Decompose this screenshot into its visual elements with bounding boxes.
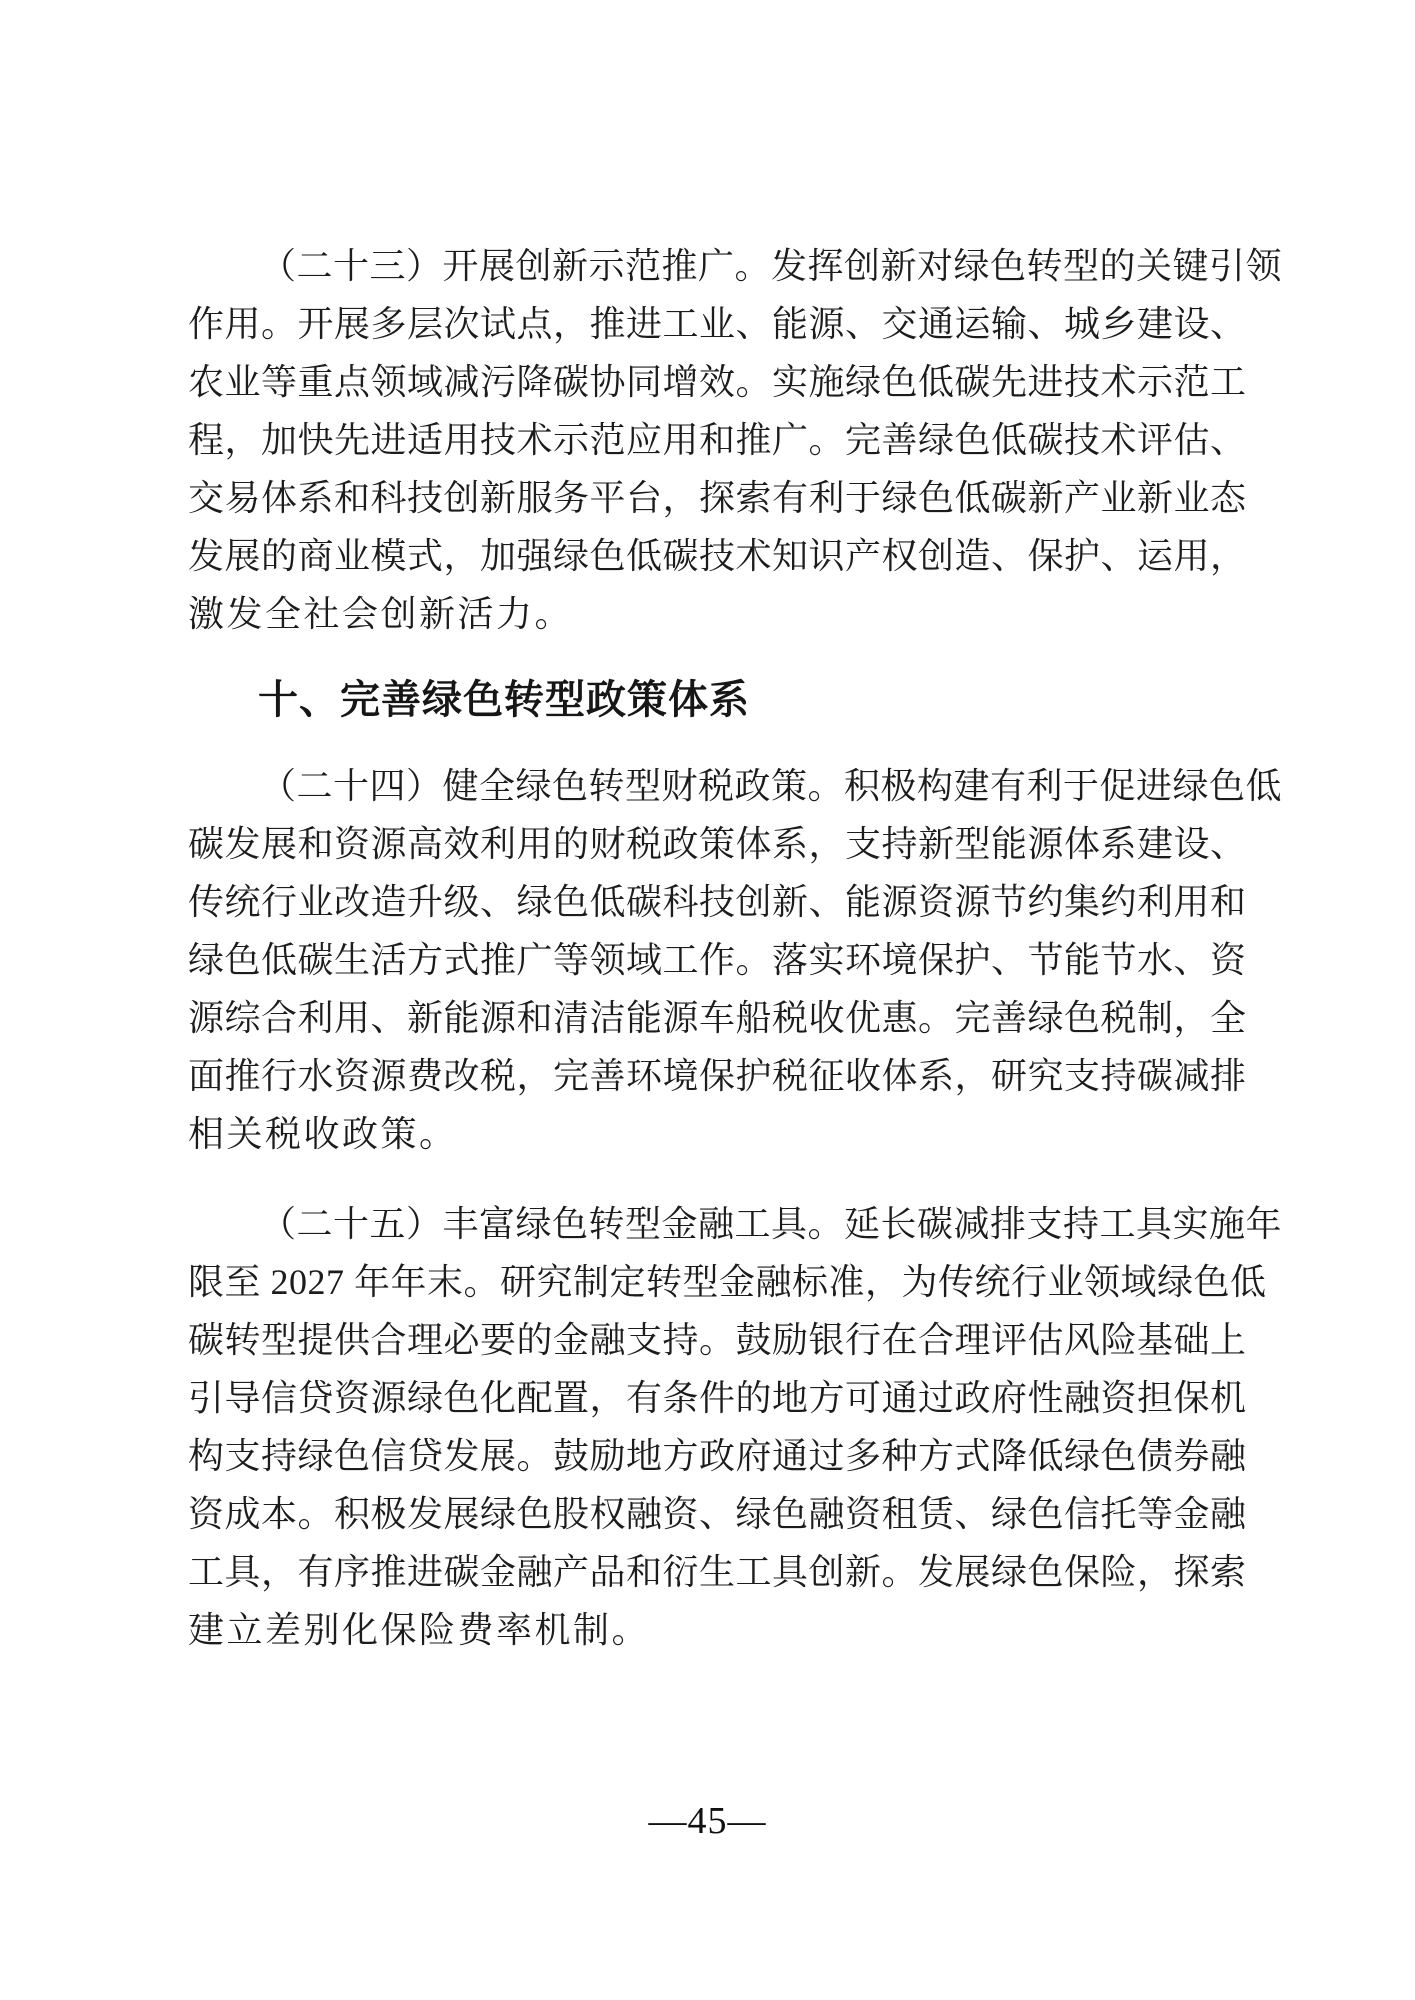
text-line: 交易体系和科技创新服务平台，探索有利于绿色低碳新产业新业态 <box>188 478 1247 518</box>
text-line: 激发全社会创新活力。 <box>188 594 574 634</box>
paragraph-24 <box>188 757 1283 1163</box>
text-line: （二十三）开展创新示范推广。发挥创新对绿色转型的关键引领 <box>260 246 1283 286</box>
document-body <box>188 237 1283 1659</box>
text-line: 限至 2027 年年末。研究制定转型金融标准，为传统行业领域绿色低 <box>188 1262 1267 1302</box>
text-line: 农业等重点领域减污降碳协同增效。实施绿色低碳先进技术示范工 <box>188 362 1247 402</box>
section-heading-10: 十、完善绿色转型政策体系 <box>258 678 750 722</box>
text-line: 面推行水资源费改税，完善环境保护税征收体系，研究支持碳减排 <box>188 1056 1247 1096</box>
paragraph-23 <box>188 237 1283 643</box>
text-line: 相关税收政策。 <box>188 1114 458 1154</box>
text-line: 程，加快先进适用技术示范应用和推广。完善绿色低碳技术评估、 <box>188 420 1247 460</box>
paragraph-25 <box>188 1195 1283 1659</box>
text-line: 工具，有序推进碳金融产品和衍生工具创新。发展绿色保险，探索 <box>188 1552 1247 1592</box>
page-number: —45— <box>648 1800 767 1842</box>
text-line: 作用。开展多层次试点，推进工业、能源、交通运输、城乡建设、 <box>188 304 1247 344</box>
text-line: 碳发展和资源高效利用的财税政策体系，支持新型能源体系建设、 <box>188 824 1247 864</box>
text-line: 发展的商业模式，加强绿色低碳技术知识产权创造、保护、运用， <box>188 536 1247 576</box>
text-line: 资成本。积极发展绿色股权融资、绿色融资租赁、绿色信托等金融 <box>188 1494 1247 1534</box>
text-line: （二十五）丰富绿色转型金融工具。延长碳减排支持工具实施年 <box>260 1204 1283 1244</box>
text-line: 引导信贷资源绿色化配置，有条件的地方可通过政府性融资担保机 <box>188 1378 1247 1418</box>
text-line: 碳转型提供合理必要的金融支持。鼓励银行在合理评估风险基础上 <box>188 1320 1247 1360</box>
text-line: 绿色低碳生活方式推广等领域工作。落实环境保护、节能节水、资 <box>188 940 1247 980</box>
text-line: 传统行业改造升级、绿色低碳科技创新、能源资源节约集约利用和 <box>188 882 1247 922</box>
text-line: 构支持绿色信贷发展。鼓励地方政府通过多种方式降低绿色债券融 <box>188 1436 1247 1476</box>
text-line: 建立差别化保险费率机制。 <box>188 1610 651 1650</box>
text-line: 源综合利用、新能源和清洁能源车船税收优惠。完善绿色税制，全 <box>188 998 1247 1038</box>
text-line: （二十四）健全绿色转型财税政策。积极构建有利于促进绿色低 <box>260 766 1283 806</box>
